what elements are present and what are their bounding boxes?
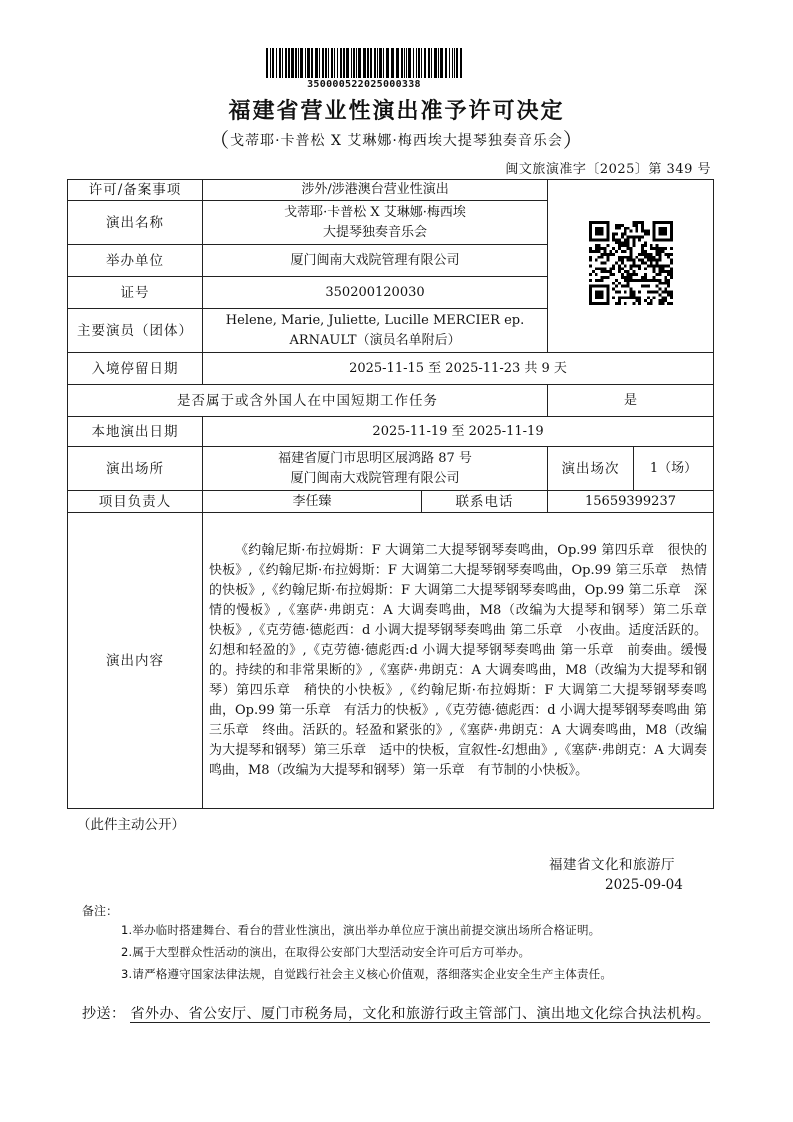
document-title: 福建省营业性演出准予许可决定: [228, 99, 565, 124]
permit-type-value: 涉外/涉港澳台营业性演出: [203, 180, 548, 201]
note-item: 2.属于大型群众性活动的演出，在取得公安部门大型活动安全许可后方可举办。: [121, 945, 531, 959]
local-date-label: 本地演出日期: [68, 417, 203, 447]
manager-label: 项目负责人: [68, 491, 203, 513]
show-name-label: 演出名称: [68, 201, 203, 245]
organizer-label: 举办单位: [68, 245, 203, 277]
stay-value: 2025-11-15 至 2025-11-23 共 9 天: [203, 353, 714, 385]
license-label: 证号: [68, 277, 203, 309]
short-work-value: 是: [548, 385, 714, 417]
phone-value: 15659399237: [548, 491, 714, 513]
document-number: 闽文旅演准字〔2025〕第 349 号: [505, 162, 711, 177]
cc-recipients: 省外办、省公安厅、厦门市税务局，文化和旅游行政主管部门、演出地文化综合执法机构。: [130, 1006, 711, 1022]
public-notice: （此件主动公开）: [77, 817, 185, 833]
performers-value: [203, 309, 548, 353]
phone-label: 联系电话: [422, 491, 548, 513]
notes-heading: 备注：: [82, 904, 119, 918]
content-value: 《约翰尼斯·布拉姆斯：F 大调第二大提琴钢琴奏鸣曲，Op.99 第四乐章 很快的快板》,《约翰尼斯·布拉姆斯：F 大调第二大提琴钢琴奏鸣曲，Op.99 第三乐章 热情的快板》,《约翰尼斯·布拉姆斯：F 大调第二大提琴钢琴奏鸣曲，Op.99 第二乐章 深情的慢板》,《塞萨·弗朗克：A 大调奏鸣曲，M8（改编为大提琴和钢琴）第二乐章 快板》,《克劳德·德彪西：d 小调大提琴钢琴奏鸣曲 第二乐章 小夜曲。适度活跃的。幻想和轻盈的》,《克劳德·德彪西:d 小调大提琴钢琴奏鸣曲 第一乐章 前奏曲。缓慢的。持续的和非常果断的》,《塞萨·弗朗克：A 大调奏鸣曲，M8（改编为大提琴和钢琴）第四乐章 稍快的小快板》,《约翰尼斯·布拉姆斯：F 大调第二大提琴钢琴奏鸣曲，Op.99 第一乐章 有活力的快板》,《克劳德·德彪西：d 小调大提琴钢琴奏鸣曲 第三乐章 终曲。活跃的。轻盈和紧张的》,《塞萨·弗朗克：A 大调奏鸣曲，M8（改编为大提琴和钢琴）第三乐章 适中的快板，宣叙性-幻想曲》,《塞萨·弗朗克：A 大调奏鸣曲，M8（改编为大提琴和钢琴）第一乐章 有节制的小快板》。: [203, 513, 714, 809]
qr-cell: [548, 180, 714, 353]
cc-section: [82, 1003, 722, 1025]
issuer-name: 福建省文化和旅游厅: [549, 857, 675, 873]
show-name-line2: 大提琴独奏音乐会: [323, 224, 428, 240]
show-name-line1: 戈蒂耶·卡普松 X 艾琳娜·梅西埃: [284, 204, 466, 220]
barcode: [266, 48, 462, 78]
qr-code: [589, 221, 673, 305]
local-date-value: 2025-11-19 至 2025-11-19: [203, 417, 714, 447]
venue-value: [203, 447, 548, 491]
subtitle-open-paren: （: [209, 128, 231, 152]
performers-line1: Helene, Marie, Juliette, Lucille MERCIER ep.: [225, 312, 525, 328]
organizer-value: 厦门闽南大戏院管理有限公司: [203, 245, 548, 277]
show-name-value: [203, 201, 548, 245]
sessions-label: 演出场次: [548, 447, 634, 491]
venue-line2: 厦门闽南大戏院管理有限公司: [290, 470, 460, 486]
manager-value: 李任臻: [203, 491, 422, 513]
sessions-value: 1（场）: [634, 447, 714, 491]
cc-label: 抄送：: [82, 1006, 126, 1022]
barcode-number: 350000522025000338: [307, 79, 421, 90]
subtitle-text: 戈蒂耶·卡普松 X 艾琳娜·梅西埃大提琴独奏音乐会: [230, 133, 563, 149]
subtitle-close-paren: ）: [562, 128, 584, 152]
venue-label: 演出场所: [68, 447, 203, 491]
permit-type-label: 许可/备案事项: [68, 180, 203, 201]
permit-table: [67, 179, 721, 809]
venue-line1: 福建省厦门市思明区展鸿路 87 号: [278, 450, 472, 466]
performers-line2: ARNAULT（演员名单附后）: [289, 332, 461, 348]
note-item: 1.举办临时搭建舞台、看台的营业性演出，演出举办单位应于演出前提交演出场所合格证明。: [121, 923, 601, 937]
short-work-label: 是否属于或含外国人在中国短期工作任务: [68, 385, 548, 417]
issue-date: 2025-09-04: [605, 877, 683, 893]
performers-label: 主要演员（团体）: [68, 309, 203, 353]
license-value: 350200120030: [203, 277, 548, 309]
stay-label: 入境停留日期: [68, 353, 203, 385]
content-label: 演出内容: [68, 513, 203, 809]
note-item: 3.请严格遵守国家法律法规，自觉践行社会主义核心价值观，落细落实企业安全生产主体责任。: [121, 967, 613, 981]
document-subtitle: [0, 124, 793, 153]
